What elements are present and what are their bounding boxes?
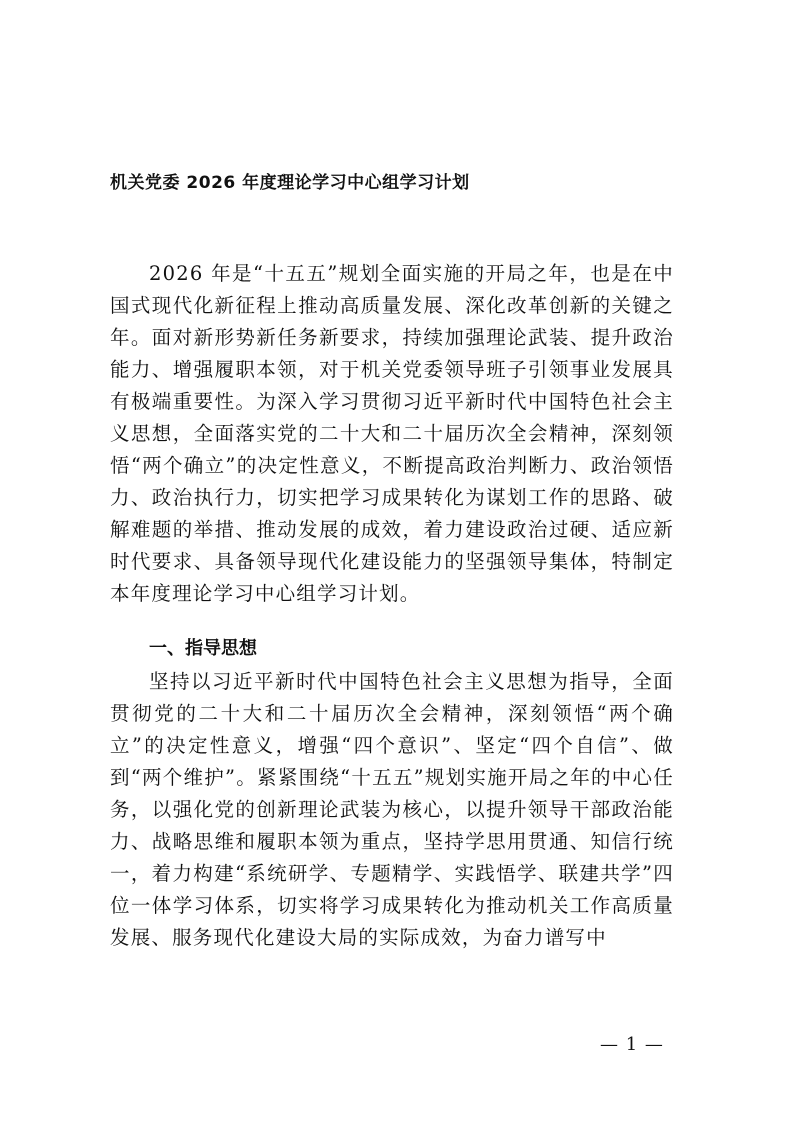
- document-title: 机关党委 2026 年度理论学习中心组学习计划: [110, 173, 470, 193]
- section-heading-guiding-thought: 一、指导思想: [149, 638, 257, 659]
- page-number: — 1 —: [600, 1034, 664, 1055]
- intro-paragraph: 2026 年是“十五五”规划全面实施的开局之年，也是在中国式现代化新征程上推动高质量发展、深化改革创新的关键之年。面对新形势新任务新要求，持续加强理论武装、提升政治能力、增强履职本领，对于机关党委领导班子引领事业发展具有极端重要性。为深入学习贯彻习近平新时代中国特色社会主义思想，全面落实党的二十大和二十届历次全会精神，深刻领悟“两个确立”的决定性意义，不断提高政治判断力、政治领悟力、政治执行力，切实把学习成果转化为谋划工作的思路、破解难题的举措、推动发展的成效，着力建设政治过硬、适应新时代要求、具备领导现代化建设能力的坚强领导集体，特制定本年度理论学习中心组学习计划。: [110, 262, 674, 605]
- guiding-thought-paragraph: 坚持以习近平新时代中国特色社会主义思想为指导，全面贯彻党的二十大和二十届历次全会精神，深刻领悟“两个确立”的决定性意义，增强“四个意识”、坚定“四个自信”、做到“两个维护”。紧紧围绕“十五五”规划实施开局之年的中心任务，以强化党的创新理论武装为核心，以提升领导干部政治能力、战略思维和履职本领为重点，坚持学思用贯通、知信行统一，着力构建“系统研学、专题精学、实践悟学、联建共学”四位一体学习体系，切实将学习成果转化为推动机关工作高质量发展、服务现代化建设大局的实际成效，为奋力谱写中: [110, 670, 674, 949]
